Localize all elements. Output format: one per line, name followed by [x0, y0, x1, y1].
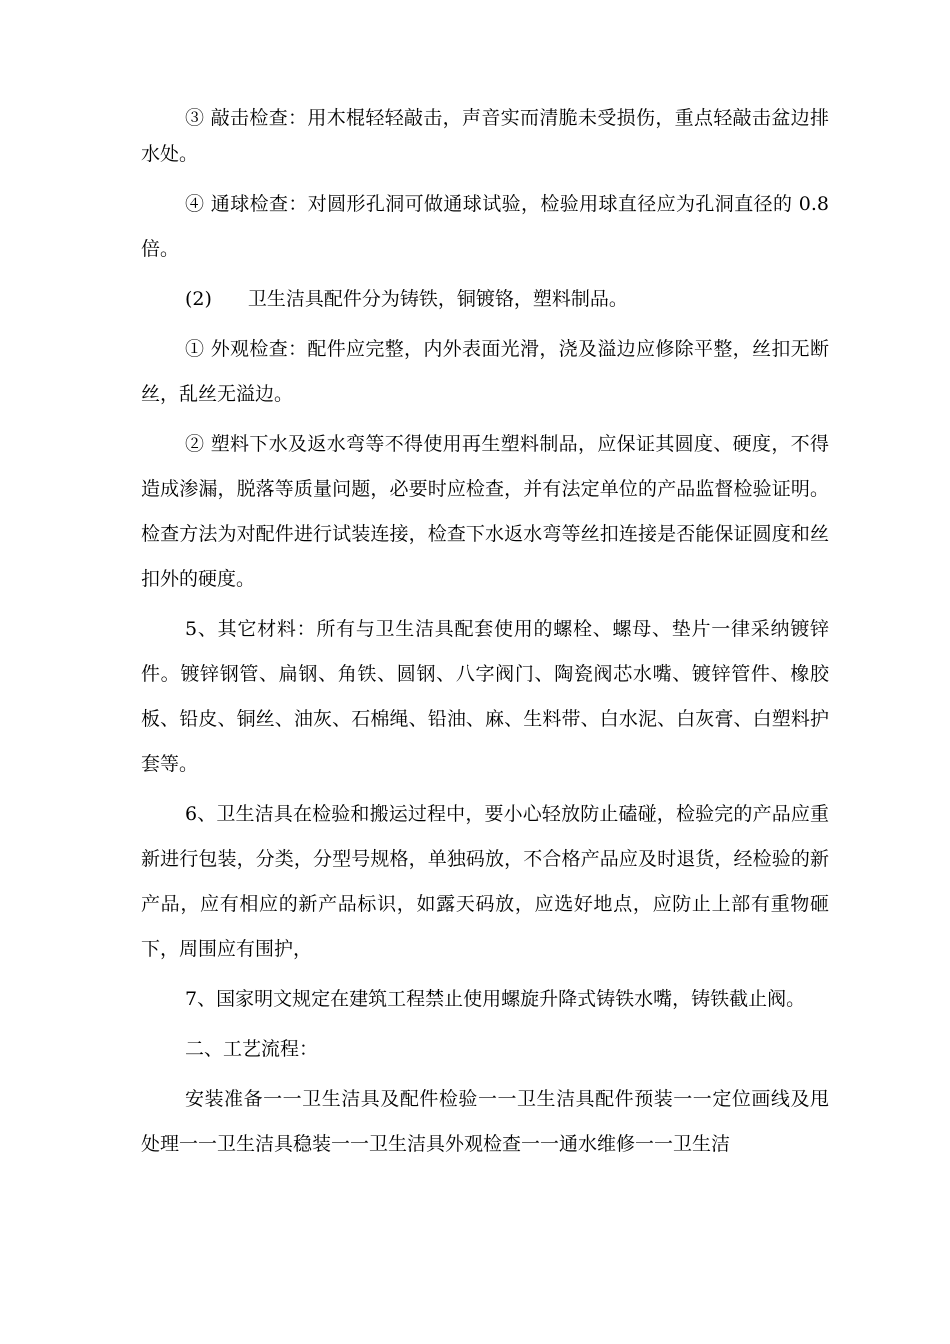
paragraph-plastic-drain: ② 塑料下水及返水弯等不得使用再生塑料制品，应保证其圆度、硬度，不得造成渗漏，脱落等质量问题，必要时应检查，并有法定单位的产品监督检验证明。检查方法为对配件进行试装连接，检查下水返水弯等丝扣连接是否能保证圆度和丝扣外的硬度。: [141, 433, 829, 590]
paragraph-handling: 6、卫生洁具在检验和搬运过程中，要小心轻放防止磕碰，检验完的产品应重新进行包装，分类，分型号规格，单独码放，不合格产品应及时退货，经检验的新产品，应有相应的新产品标识，如露天码放，应选好地点，应防止上部有重物砸下，周围应有围护，: [141, 803, 829, 960]
paragraph-other-materials: 5、其它材料：所有与卫生洁具配套使用的螺栓、螺母、垫片一律采纳镀锌件。镀锌钢管、扁钢、角铁、圆钢、八字阀门、陶瓷阀芯水嘴、镀锌管件、橡胶板、铅皮、铜丝、油灰、石棉绳、铅油、麻、生料带、白水泥、白灰膏、白塑料护套等。: [141, 618, 829, 775]
item-number: (2): [185, 288, 212, 310]
paragraph-regulation: 7、国家明文规定在建筑工程禁止使用螺旋升降式铸铁水嘴，铸铁截止阀。: [185, 988, 806, 1010]
document-page: [141, 100, 829, 1167]
paragraph-process-flow: 安装准备一一卫生洁具及配件检验一一卫生洁具配件预装一一定位画线及甩处理一一卫生洁具稳装一一卫生洁具外观检查一一通水维修一一卫生洁: [141, 1088, 829, 1155]
paragraph-appearance-check: ① 外观检查：配件应完整，内外表面光滑，浇及溢边应修除平整，丝扣无断丝，乱丝无溢边。: [141, 338, 829, 405]
fittings-heading-text: 卫生洁具配件分为铸铁，铜镀铬，塑料制品。: [247, 288, 628, 310]
paragraph-ball-check: ④ 通球检查：对圆形孔洞可做通球试验，检验用球直径应为孔洞直径的 0.8 倍。: [141, 193, 829, 260]
section-heading-process: 二、工艺流程：: [185, 1038, 319, 1060]
paragraph-fittings-heading: [141, 277, 829, 322]
paragraph-knock-check: ③ 敲击检查：用木棍轻轻敲击，声音实而清脆未受损伤，重点轻敲击盆边排水处。: [141, 107, 829, 165]
